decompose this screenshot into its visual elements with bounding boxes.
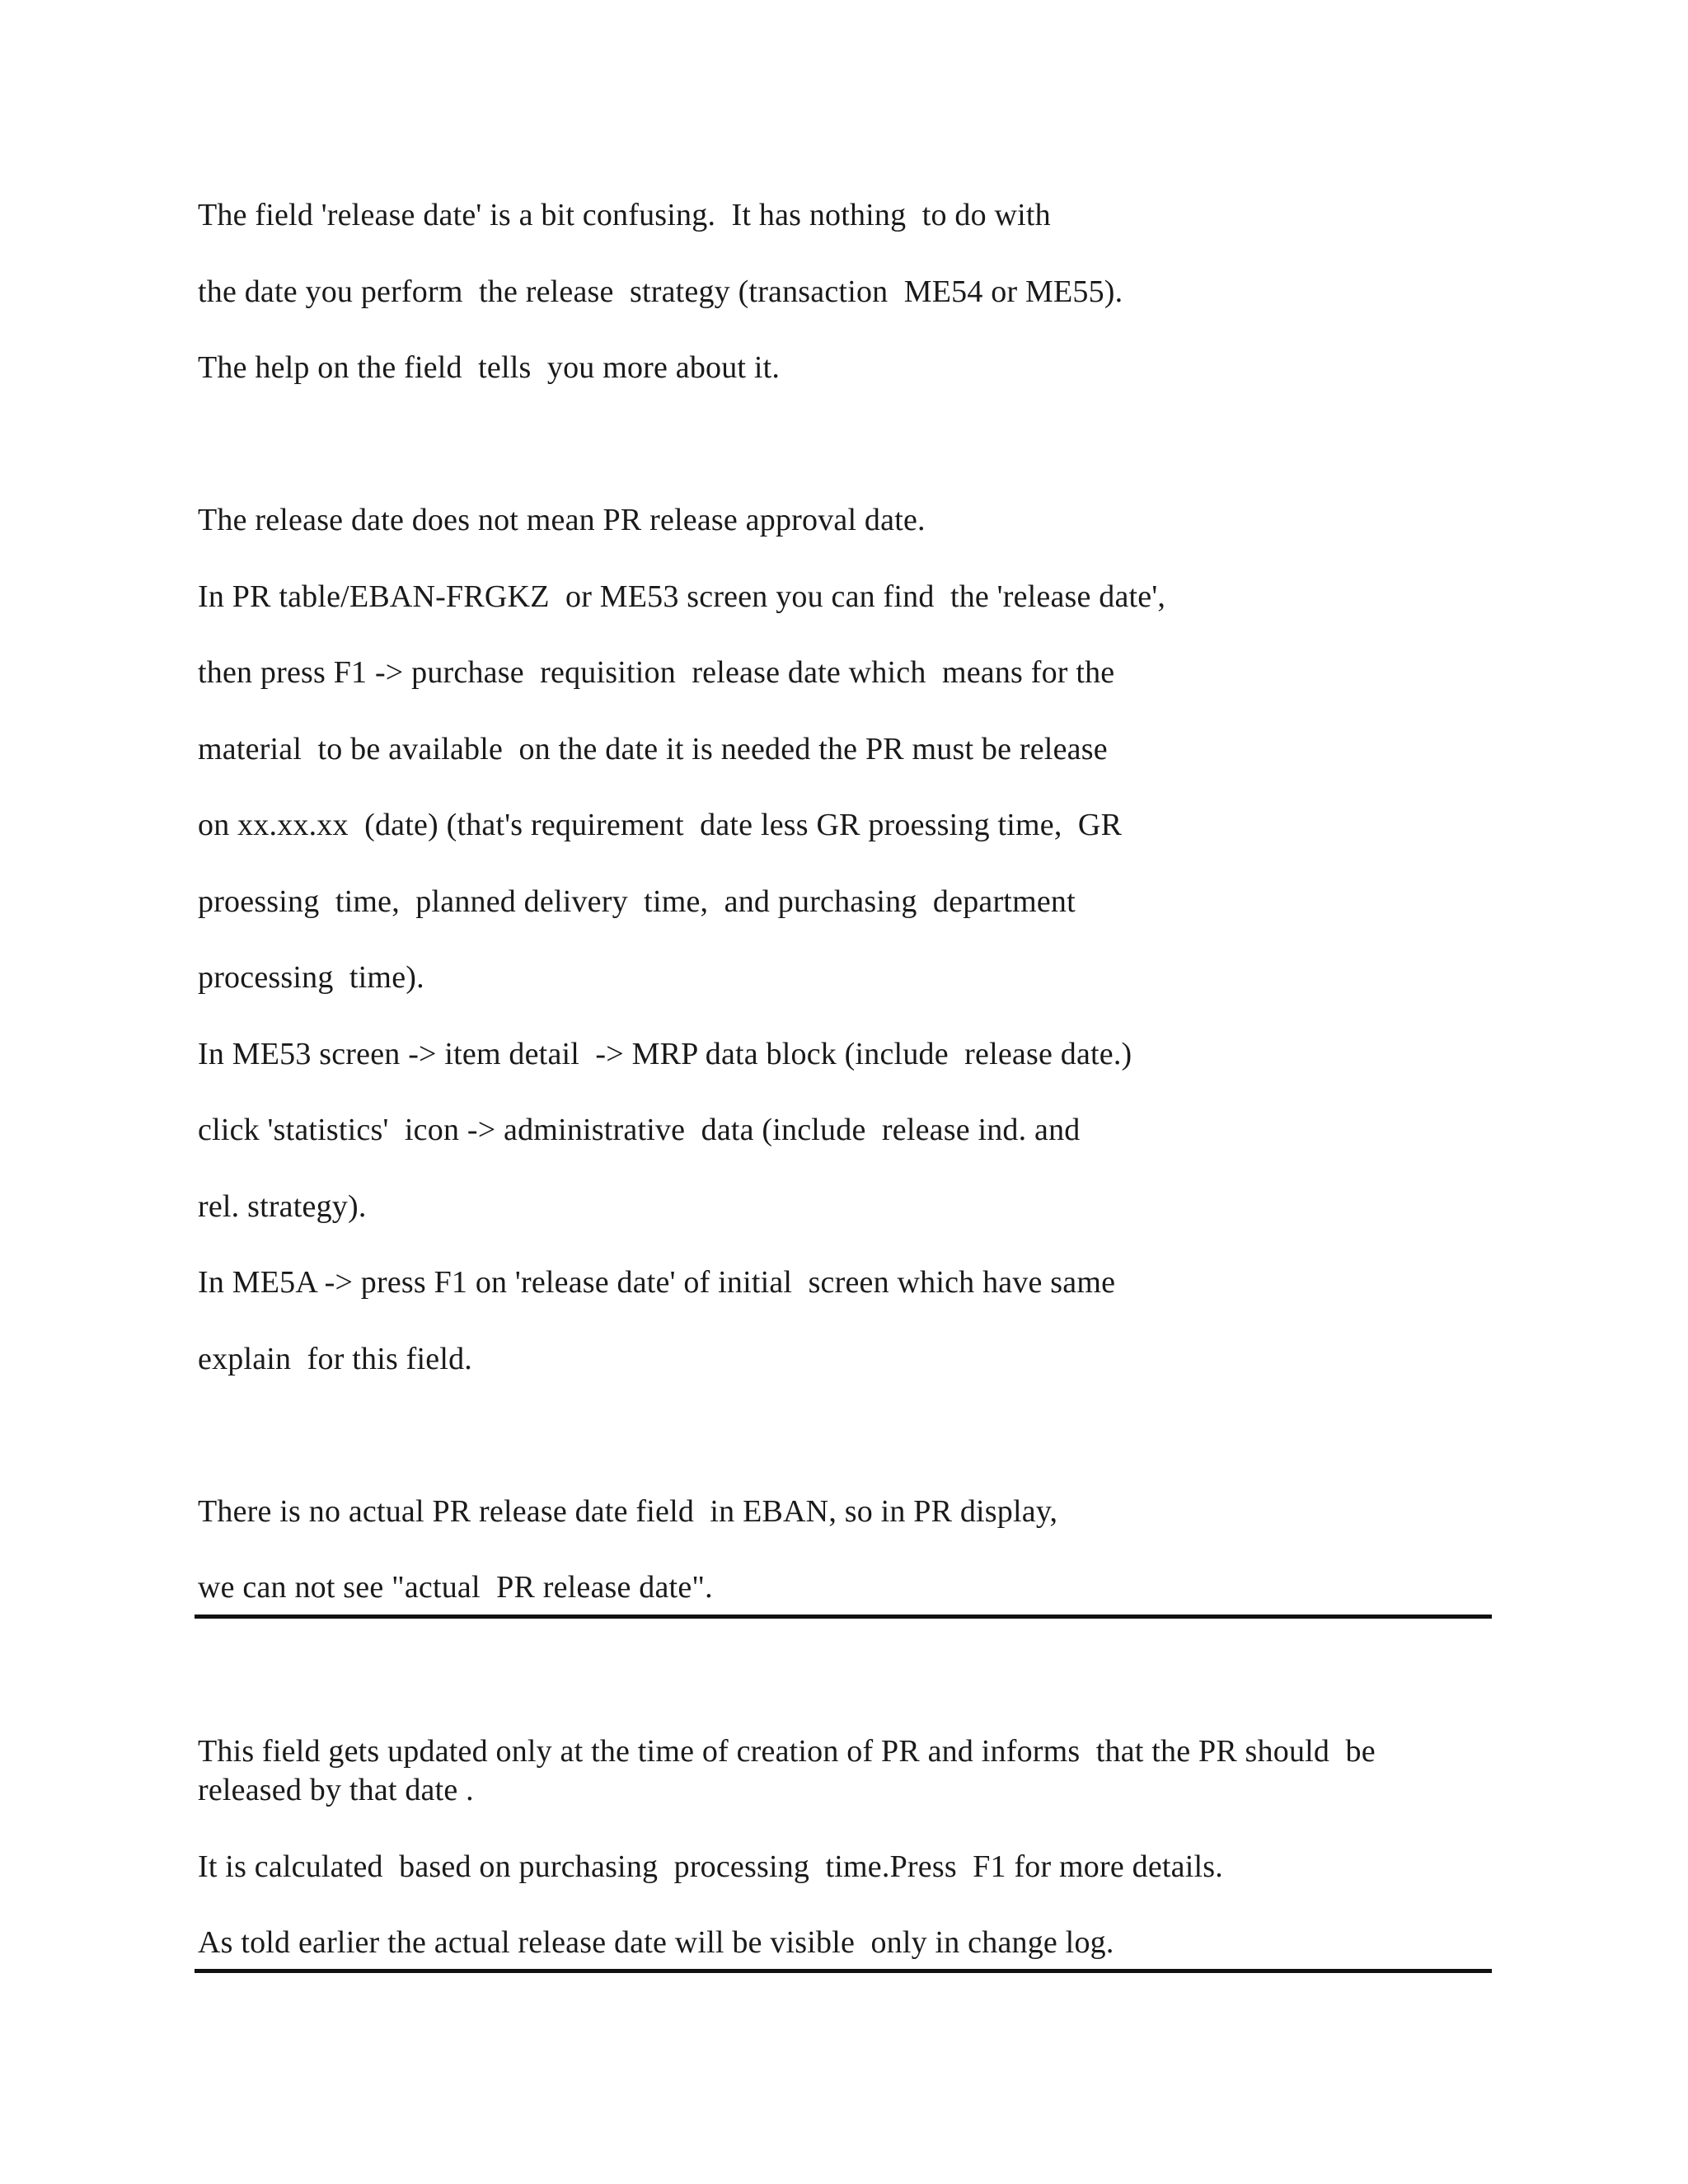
text-line: the date you perform the release strategy (transaction ME54 or ME55). bbox=[198, 274, 1123, 309]
text-line: released by that date . bbox=[198, 1773, 474, 1807]
text-line: explain for this field. bbox=[198, 1342, 472, 1376]
text-line: we can not see "actual PR release date". bbox=[198, 1570, 713, 1605]
text-line: then press F1 -> purchase requisition release date which means for the bbox=[198, 655, 1115, 690]
text-line: As told earlier the actual release date will be visible only in change log. bbox=[198, 1925, 1114, 1960]
text-line: It is calculated based on purchasing processing time.Press F1 for more details. bbox=[198, 1849, 1223, 1884]
text-line: rel. strategy). bbox=[198, 1189, 367, 1224]
text-line: In ME5A -> press F1 on 'release date' of initial screen which have same bbox=[198, 1265, 1116, 1300]
text-line: material to be available on the date it is needed the PR must be release bbox=[198, 732, 1108, 766]
text-line: In PR table/EBAN-FRGKZ or ME53 screen you can find the 'release date', bbox=[198, 579, 1166, 614]
text-line: processing time). bbox=[198, 960, 424, 995]
text-line: on xx.xx.xx (date) (that's requirement date less GR proessing time, GR bbox=[198, 808, 1123, 842]
horizontal-rule bbox=[195, 1615, 1492, 1619]
text-line: There is no actual PR release date field in EBAN, so in PR display, bbox=[198, 1494, 1058, 1529]
text-line: The field 'release date' is a bit confusing. It has nothing to do with bbox=[198, 198, 1051, 232]
text-line: click 'statistics' icon -> administrative data (include release ind. and bbox=[198, 1113, 1081, 1147]
text-line: proessing time, planned delivery time, and purchasing department bbox=[198, 884, 1076, 919]
text-line: This field gets updated only at the time of creation of PR and informs that the PR should be bbox=[198, 1734, 1376, 1769]
text-line: The help on the field tells you more about it. bbox=[198, 350, 781, 385]
horizontal-rule bbox=[195, 1969, 1492, 1973]
text-line: In ME53 screen -> item detail -> MRP data block (include release date.) bbox=[198, 1037, 1132, 1071]
text-line: The release date does not mean PR release approval date. bbox=[198, 503, 926, 537]
